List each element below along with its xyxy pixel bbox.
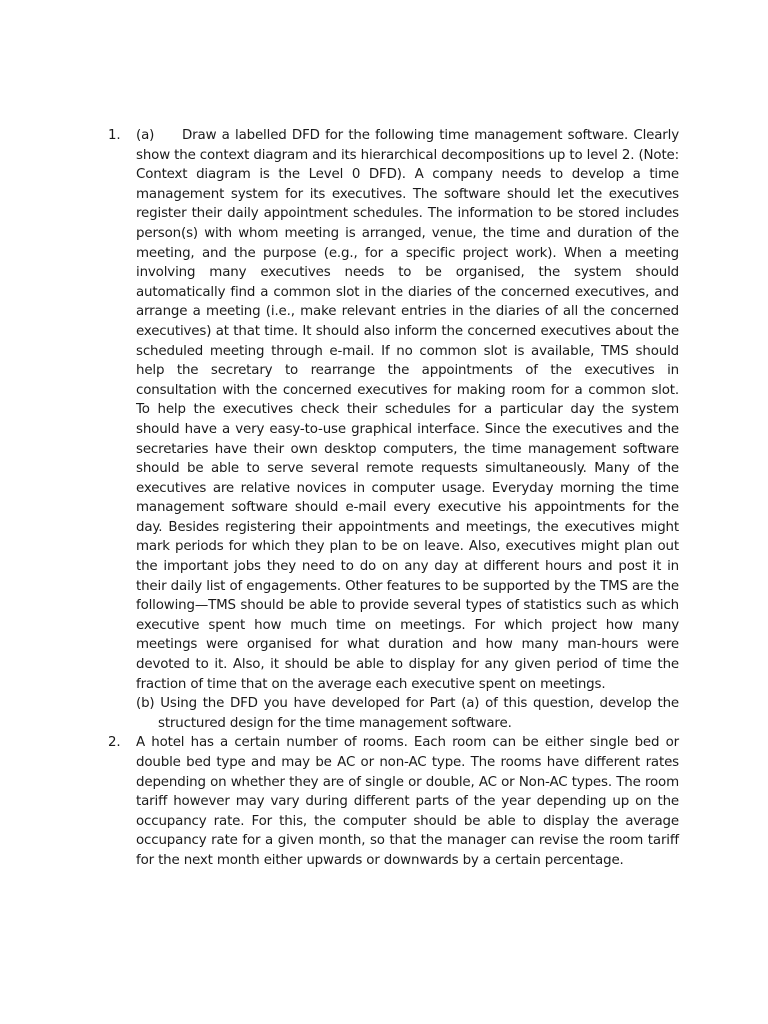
part-a-text: Draw a labelled DFD for the following time management software. Clearly show the context diagram and its hierarchical decompositions up to level 2. (Note: Context diagram is the Level 0 DFD). A company needs to develop a time management system for its executives. The software should let the executives register their daily appointment schedules. The information to be stored includes person(s) with whom meeting is arranged, venue, the time and duration of the meeting, and the purpose (e.g., for a specific project work). When a meeting involving many executives needs to be organised, the system should automatically find a common slot in the diaries of the concerned executives, and arrange a meeting (i.e., make relevant entries in the diaries of all the concerned executives) at that time. It should also inform the concerned executives about the scheduled meeting through e-mail. If no common slot is available, TMS should help the secretary to rearrange the appointments of the executives in consultation with the concerned executives for making room for a common slot. To help the executives check their schedules for a particular day the system should have a very easy-to-use graphical interface. Since the executives and the secretaries have their own desktop computers, the time management software should be able to serve several remote requests simultaneously. Many of the executives are relative novices in computer usage. Everyday morning the time management software should e-mail every executive his appointments for the day. Besides registering their appointments and meetings, the executives might mark periods for which they plan to be on leave. Also, executives might plan out the important jobs they need to do on any day at different hours and post it in their daily list of engagements. Other features to be supported by the TMS are the following—TMS should be able to provide several types of statistics such as which executive spent how much time on meetings. For which project how many meetings were organised for what duration and how many man-hours were devoted to it. Also, it should be able to display for any given period of time the fraction of time that on the average each executive spent on meetings.	[136, 128, 679, 692]
part-a-label: (a)	[136, 128, 155, 143]
part-b-text: Using the DFD you have developed for Part (a) of this question, develop the structured design for the time management software.	[158, 696, 679, 731]
part-b-label: (b)	[136, 696, 155, 712]
question-2-text: A hotel has a certain number of rooms. Each room can be either single bed or double bed type and may be AC or non-AC type. The rooms have different rates depending on whether they are of single or double, AC or Non-AC types. The room tariff however may vary during different parts of the year depending up on the occupancy rate. For this, the computer should be able to display the average occupancy rate for a given month, so that the manager can revise the room tariff for the next month either upwards or downwards by a certain percentage.	[136, 735, 679, 868]
question-2-number: 2.	[108, 735, 121, 751]
question-1-part-b	[136, 694, 679, 733]
question-1-part-a	[136, 126, 679, 694]
question-1	[108, 126, 679, 733]
question-1-number: 1.	[108, 128, 121, 143]
question-list	[108, 126, 679, 871]
question-2	[108, 733, 679, 870]
